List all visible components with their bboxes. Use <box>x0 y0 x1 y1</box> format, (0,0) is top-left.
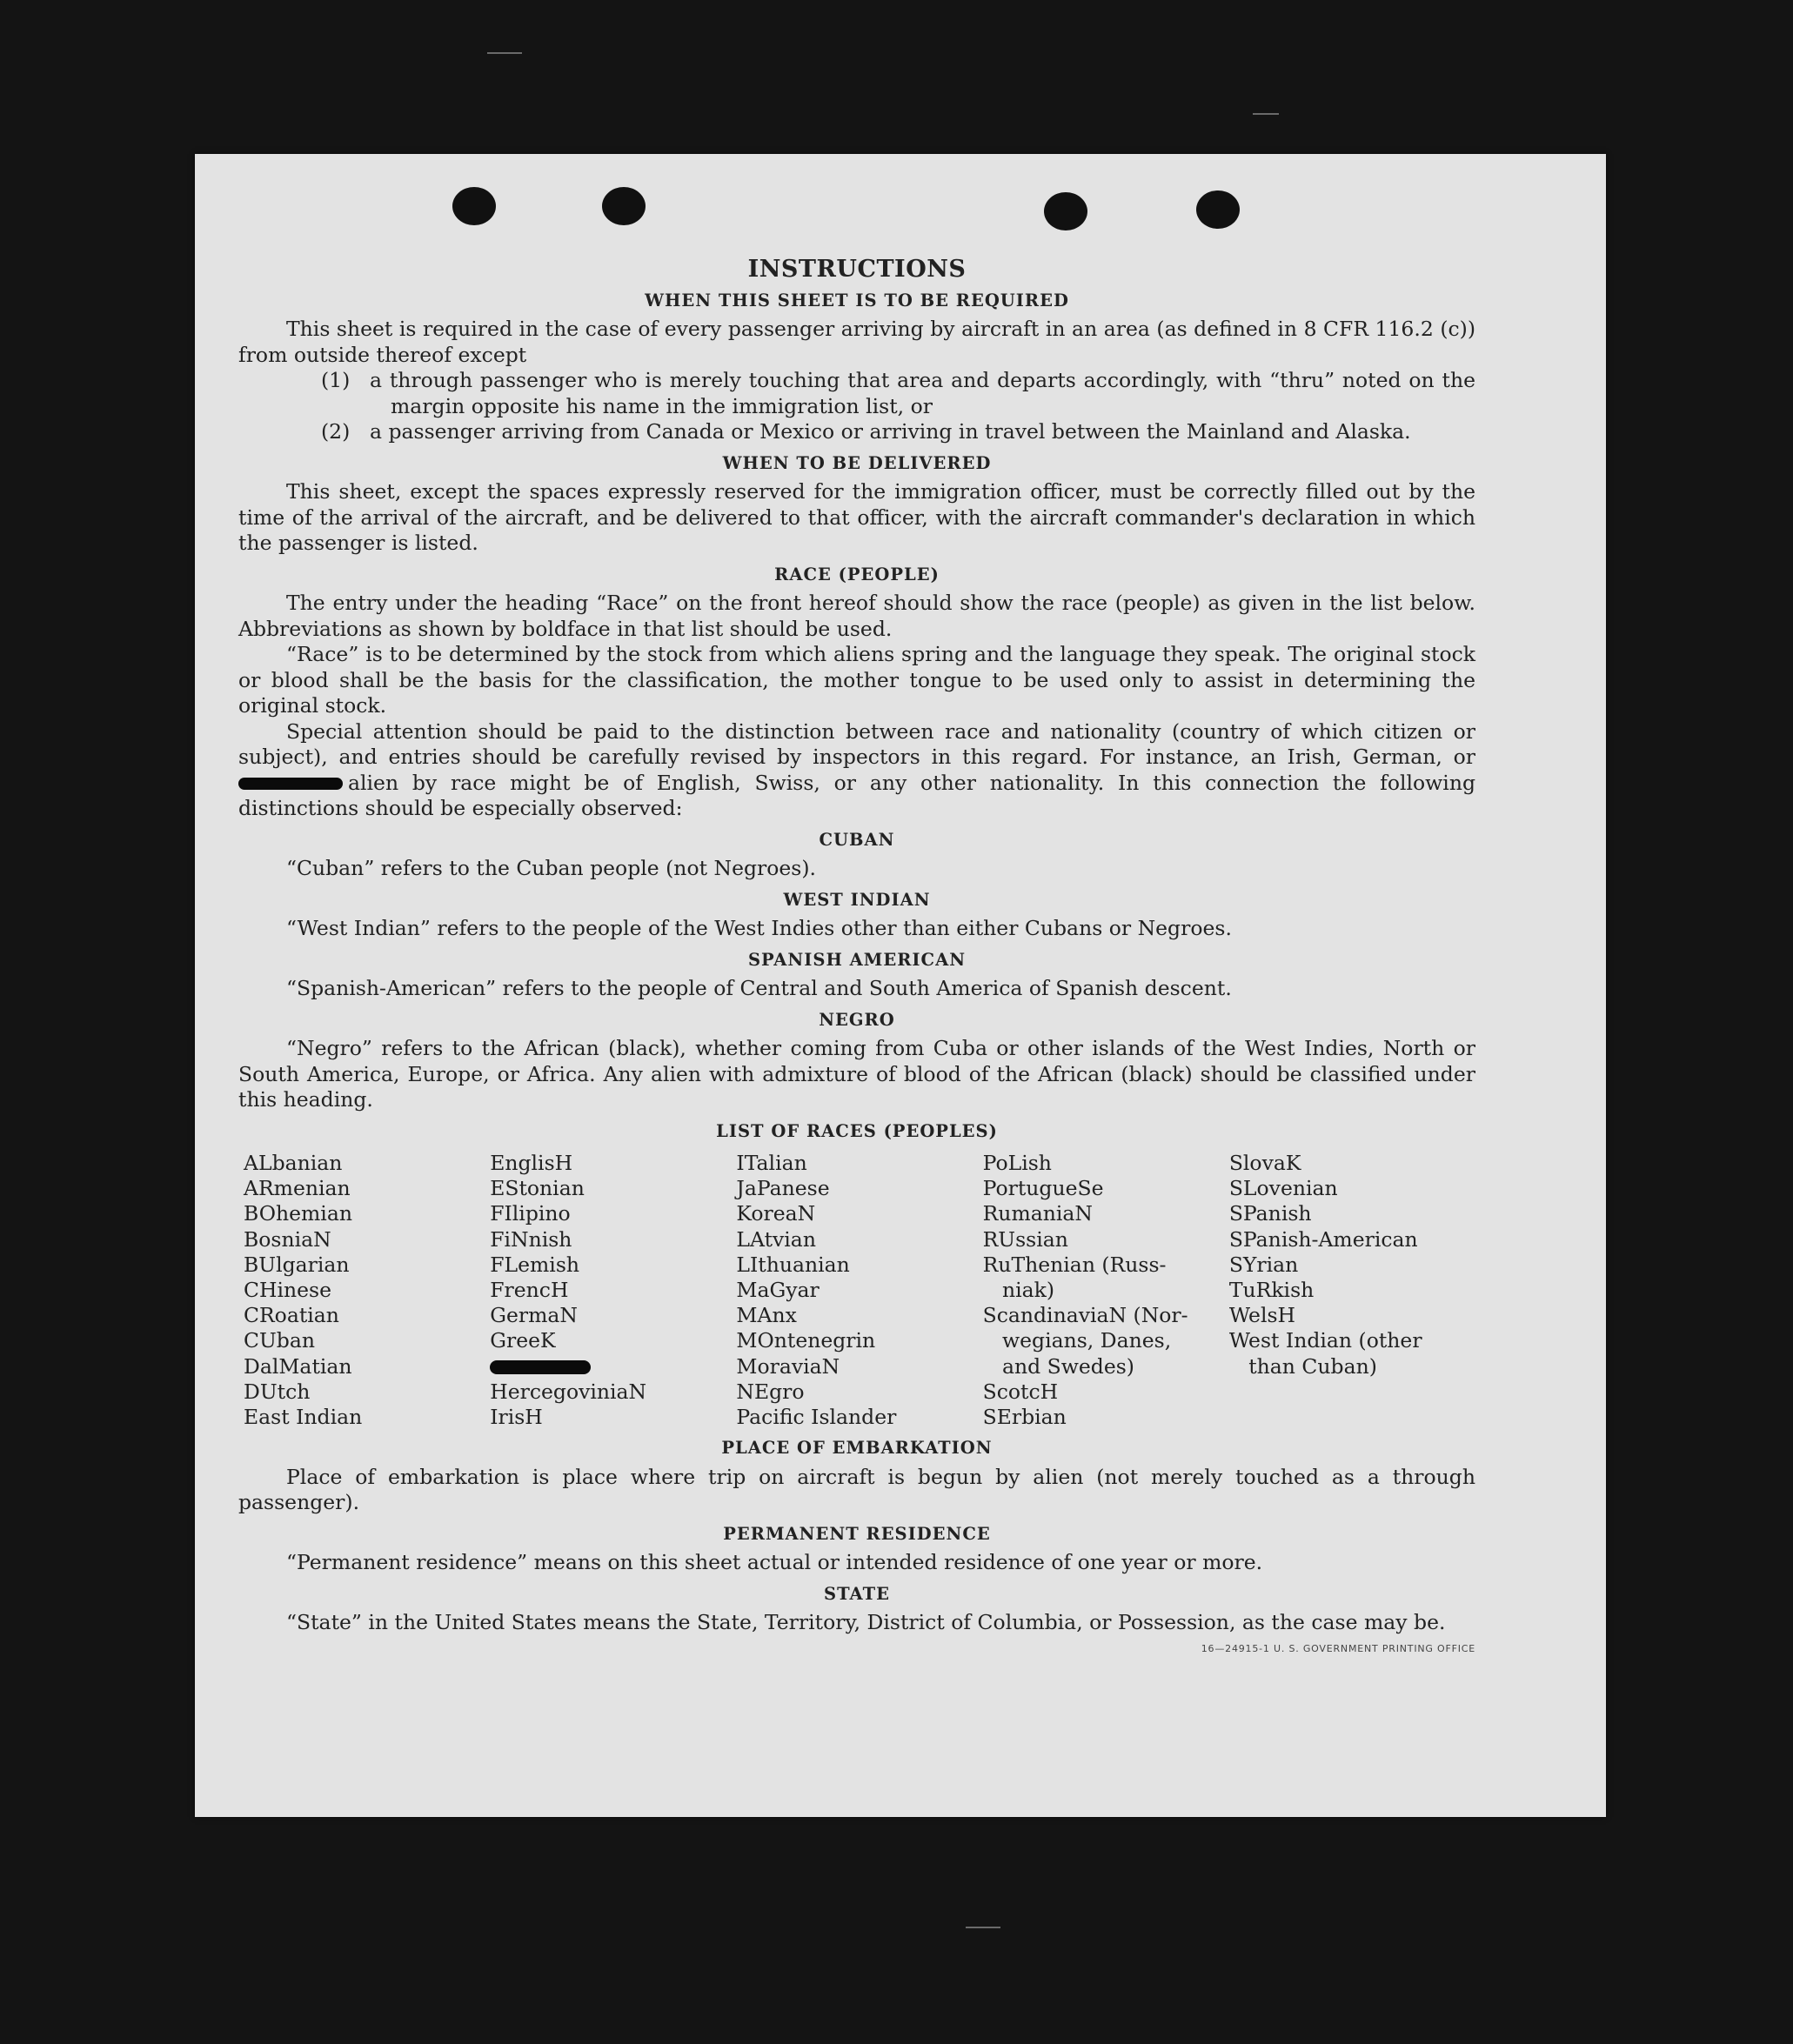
race-column <box>983 1151 1229 1430</box>
race-item: FiNnish <box>490 1226 572 1252</box>
race-item: KoreaN <box>736 1201 816 1226</box>
race-item: RuThenian (Russ- <box>982 1252 1167 1277</box>
race-item: FrencH <box>490 1278 569 1303</box>
paragraph: The entry under the heading “Race” on the front hereof should show the race (people) as given in the list below. Abbreviations as shown by boldface in that list should be used. <box>238 591 1475 641</box>
race-item: SPanish <box>1228 1201 1312 1226</box>
race-item: HercegoviniaN <box>490 1379 647 1404</box>
race-column <box>1229 1151 1475 1430</box>
race-column <box>736 1151 982 1430</box>
race-item: PoLish <box>982 1151 1052 1175</box>
paragraph: This sheet, except the spaces expressly reserved for the immigration officer, must be correctly filled out by the time of the arrival of the aircraft, and be delivered to that officer, with the aircraft commander's declaration in which the passenger is listed. <box>238 479 1475 555</box>
paragraph-text: alien by race might be of English, Swiss, or any other nationality. In this connection the following distinctions should be especially observed: <box>238 770 1475 820</box>
redaction-mark <box>238 778 343 790</box>
exception-item <box>238 368 1475 419</box>
section-heading: WHEN TO BE DELIVERED <box>722 452 992 473</box>
printing-imprint: 16—24915-1 U. S. GOVERNMENT PRINTING OFFICE <box>1201 1642 1475 1654</box>
document-content <box>238 257 1475 1661</box>
race-item <box>1229 1405 1475 1430</box>
race-item: FIlipino <box>490 1201 571 1226</box>
race-item: RUssian <box>982 1226 1068 1252</box>
race-item: niak) <box>982 1278 1055 1303</box>
punch-hole <box>602 187 646 225</box>
paragraph: “West Indian” refers to the people of the West Indies other than either Cubans or Negroes. <box>286 916 1232 940</box>
footer <box>238 1636 1475 1662</box>
race-item: SErbian <box>982 1405 1067 1430</box>
exception-text: a through passenger who is merely touching that area and departs accordingly, with “thru” noted on the margin opposite his name in the immigration list, or <box>370 368 1475 418</box>
race-item: SYrian <box>1228 1252 1299 1277</box>
race-item: MoraviaN <box>736 1353 840 1379</box>
section-heading: PLACE OF EMBARKATION <box>721 1438 993 1459</box>
section-heading: PERMANENT RESIDENCE <box>723 1523 991 1544</box>
punch-hole <box>1044 192 1087 230</box>
exception-item <box>238 419 1475 445</box>
section-heading: WHEN THIS SHEET IS TO BE REQUIRED <box>645 290 1069 311</box>
race-item: ALbanian <box>244 1151 343 1175</box>
race-item: NEgro <box>736 1379 805 1404</box>
race-item: SlovaK <box>1228 1151 1301 1175</box>
race-item: JaPanese <box>736 1176 830 1201</box>
race-item: than Cuban) <box>1228 1353 1377 1379</box>
race-item: SLovenian <box>1228 1176 1338 1201</box>
section-heading: SPANISH AMERICAN <box>747 949 967 970</box>
section-heading: NEGRO <box>819 1009 895 1030</box>
race-item: EStonian <box>490 1176 585 1201</box>
race-item: CRoatian <box>244 1303 339 1328</box>
exception-number: (2) <box>321 419 351 444</box>
paragraph: This sheet is required in the case of every passenger arriving by aircraft in an area (as defined in 8 CFR 116.2 (c)) from outside thereof except <box>238 317 1475 367</box>
race-item: BOhemian <box>244 1201 352 1226</box>
race-item: MAnx <box>736 1303 797 1328</box>
paragraph: “Negro” refers to the African (black), whether coming from Cuba or other islands of the West Indies, North or South America, Europe, or Africa. Any alien with admixture of blood of the African (black) should be classified under this heading. <box>238 1036 1475 1112</box>
race-item: DalMatian <box>244 1353 352 1379</box>
exception-text: a passenger arriving from Canada or Mexico or arriving in travel between the Mainland and Alaska. <box>370 419 1411 444</box>
race-item: MOntenegrin <box>736 1328 876 1353</box>
race-item: WelsH <box>1228 1303 1296 1328</box>
section-heading: LIST OF RACES (PEOPLES) <box>716 1120 998 1141</box>
race-item: DUtch <box>244 1379 311 1404</box>
race-item: West Indian (other <box>1228 1328 1422 1353</box>
page-title: INSTRUCTIONS <box>747 256 967 283</box>
race-item <box>1229 1379 1475 1405</box>
race-item: SPanish-American <box>1228 1226 1418 1252</box>
paragraph: “State” in the United States means the State, Territory, District of Columbia, or Possession, as the case may be. <box>286 1610 1446 1635</box>
exception-number: (1) <box>321 368 351 392</box>
race-item: PortugueSe <box>982 1176 1104 1201</box>
race-list <box>238 1151 1475 1430</box>
paragraph-text: Special attention should be paid to the distinction between race and nationality (country of which citizen or subject), and entries should be carefully revised by inspectors in this regard. For instance, an Irish, German, or <box>238 718 1475 769</box>
paragraph: “Permanent residence” means on this sheet actual or intended residence of one year or more. <box>286 1550 1263 1575</box>
document-page <box>195 154 1606 1817</box>
punch-hole <box>1196 190 1240 229</box>
race-item: BosniaN <box>244 1226 331 1252</box>
race-item: RumaniaN <box>982 1201 1093 1226</box>
frame-speck <box>487 52 522 54</box>
race-item: IrisH <box>490 1405 543 1430</box>
race-item: ITalian <box>736 1151 807 1175</box>
race-item: Pacific Islander <box>736 1405 897 1430</box>
race-item: wegians, Danes, <box>982 1328 1172 1353</box>
race-column <box>244 1151 490 1430</box>
race-item: TuRkish <box>1228 1278 1315 1303</box>
race-item: LIthuanian <box>736 1252 850 1277</box>
race-item: ScotcH <box>982 1379 1059 1404</box>
section-heading: WEST INDIAN <box>783 889 931 910</box>
race-item: ScandinaviaN (Nor- <box>982 1303 1188 1328</box>
redacted-race-item <box>490 1354 736 1379</box>
race-item: GermaN <box>490 1303 578 1328</box>
race-item: MaGyar <box>736 1278 820 1303</box>
race-item: ARmenian <box>244 1176 351 1201</box>
race-item: East Indian <box>244 1405 363 1430</box>
section-heading: STATE <box>824 1583 890 1604</box>
paragraph: “Cuban” refers to the Cuban people (not Negroes). <box>286 856 817 880</box>
race-item: and Swedes) <box>982 1353 1134 1379</box>
redaction-mark <box>490 1360 591 1374</box>
paragraph: “Spanish-American” refers to the people of Central and South America of Spanish descent. <box>286 976 1232 1000</box>
race-item: GreeK <box>490 1328 556 1353</box>
race-item: EnglisH <box>490 1151 573 1175</box>
race-item: FLemish <box>490 1252 580 1277</box>
race-column <box>490 1151 736 1430</box>
section-heading: CUBAN <box>819 829 895 850</box>
race-item: LAtvian <box>736 1226 816 1252</box>
paragraph: Place of embarkation is place where trip on aircraft is begun by alien (not merely touched as a through passenger). <box>238 1464 1475 1515</box>
frame-speck <box>1253 113 1279 115</box>
section-heading: RACE (PEOPLE) <box>774 564 940 584</box>
frame-speck <box>966 1927 1000 1928</box>
race-item: CHinese <box>244 1278 331 1303</box>
paragraph: “Race” is to be determined by the stock from which aliens spring and the language they speak. The original stock or blood shall be the basis for the classification, the mother tongue to be used only to assist in determining the original stock. <box>238 642 1475 718</box>
punch-hole <box>452 187 496 225</box>
race-item: BUlgarian <box>244 1252 350 1277</box>
race-item: CUban <box>244 1328 315 1353</box>
paragraph <box>238 719 1475 822</box>
